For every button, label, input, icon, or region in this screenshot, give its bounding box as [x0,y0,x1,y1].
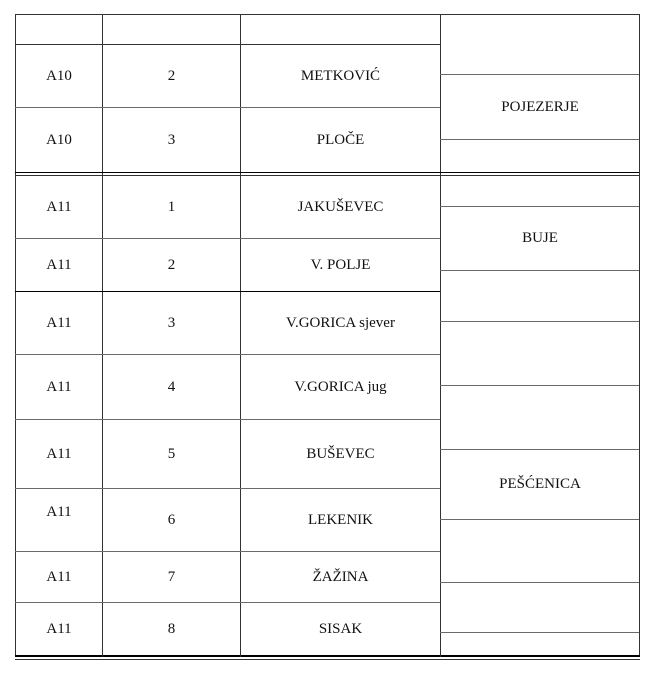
road-code-cell: A11 [46,620,72,637]
road-code-cell: A11 [46,256,72,273]
row-divider-right [440,321,639,322]
road-code-cell: A11 [46,378,72,395]
exit-number-cell: 2 [167,67,176,84]
row-divider-right [440,385,639,386]
exit-number-cell: 7 [167,568,176,585]
group-label: PEŠĆENICA [499,476,581,492]
road-code-cell: A11 [46,314,72,331]
location-cell: SISAK [318,620,363,637]
exit-number-cell: 3 [167,314,176,331]
row-divider-right [440,582,639,583]
table-border-right [639,14,640,657]
location-cell: V. POLJE [310,256,371,273]
exit-number-cell: 4 [167,378,176,395]
exit-number-cell: 1 [167,198,176,215]
table-border-bottom [15,655,640,657]
location-cell: V.GORICA sjever [286,314,395,331]
table-border-bottom-double [15,659,640,660]
road-code-cell: A11 [46,198,72,215]
road-code-cell: A11 [46,445,72,462]
exit-number-cell: 5 [167,445,176,462]
group-label: POJEZERJE [501,98,579,115]
location-cell: ŽAŽINA [312,568,369,585]
location-cell: BUŠEVEC [306,445,375,462]
location-cell: V.GORICA jug [294,378,387,395]
road-code-cell: A11 [46,568,72,585]
row-divider-right [440,270,639,271]
location-cell: METKOVIĆ [300,67,381,84]
row-divider-right [440,632,639,633]
location-cell: LEKENIK [308,511,373,528]
table-border-top [15,14,639,15]
location-cell: JAKUŠEVEC [297,198,384,215]
row-divider-right [440,519,639,520]
road-code-cell: A10 [46,67,72,84]
exit-number-cell: 8 [167,620,176,637]
group-label: BUJE [522,230,558,246]
road-code-cell: A11 [46,503,72,520]
row-divider-right [440,139,639,140]
exit-number-cell: 3 [167,131,176,148]
exit-number-cell: 2 [167,256,176,273]
exit-number-cell: 6 [167,511,176,528]
road-code-cell: A10 [46,131,72,148]
location-cell: PLOČE [316,131,365,148]
section-divider [15,172,639,173]
